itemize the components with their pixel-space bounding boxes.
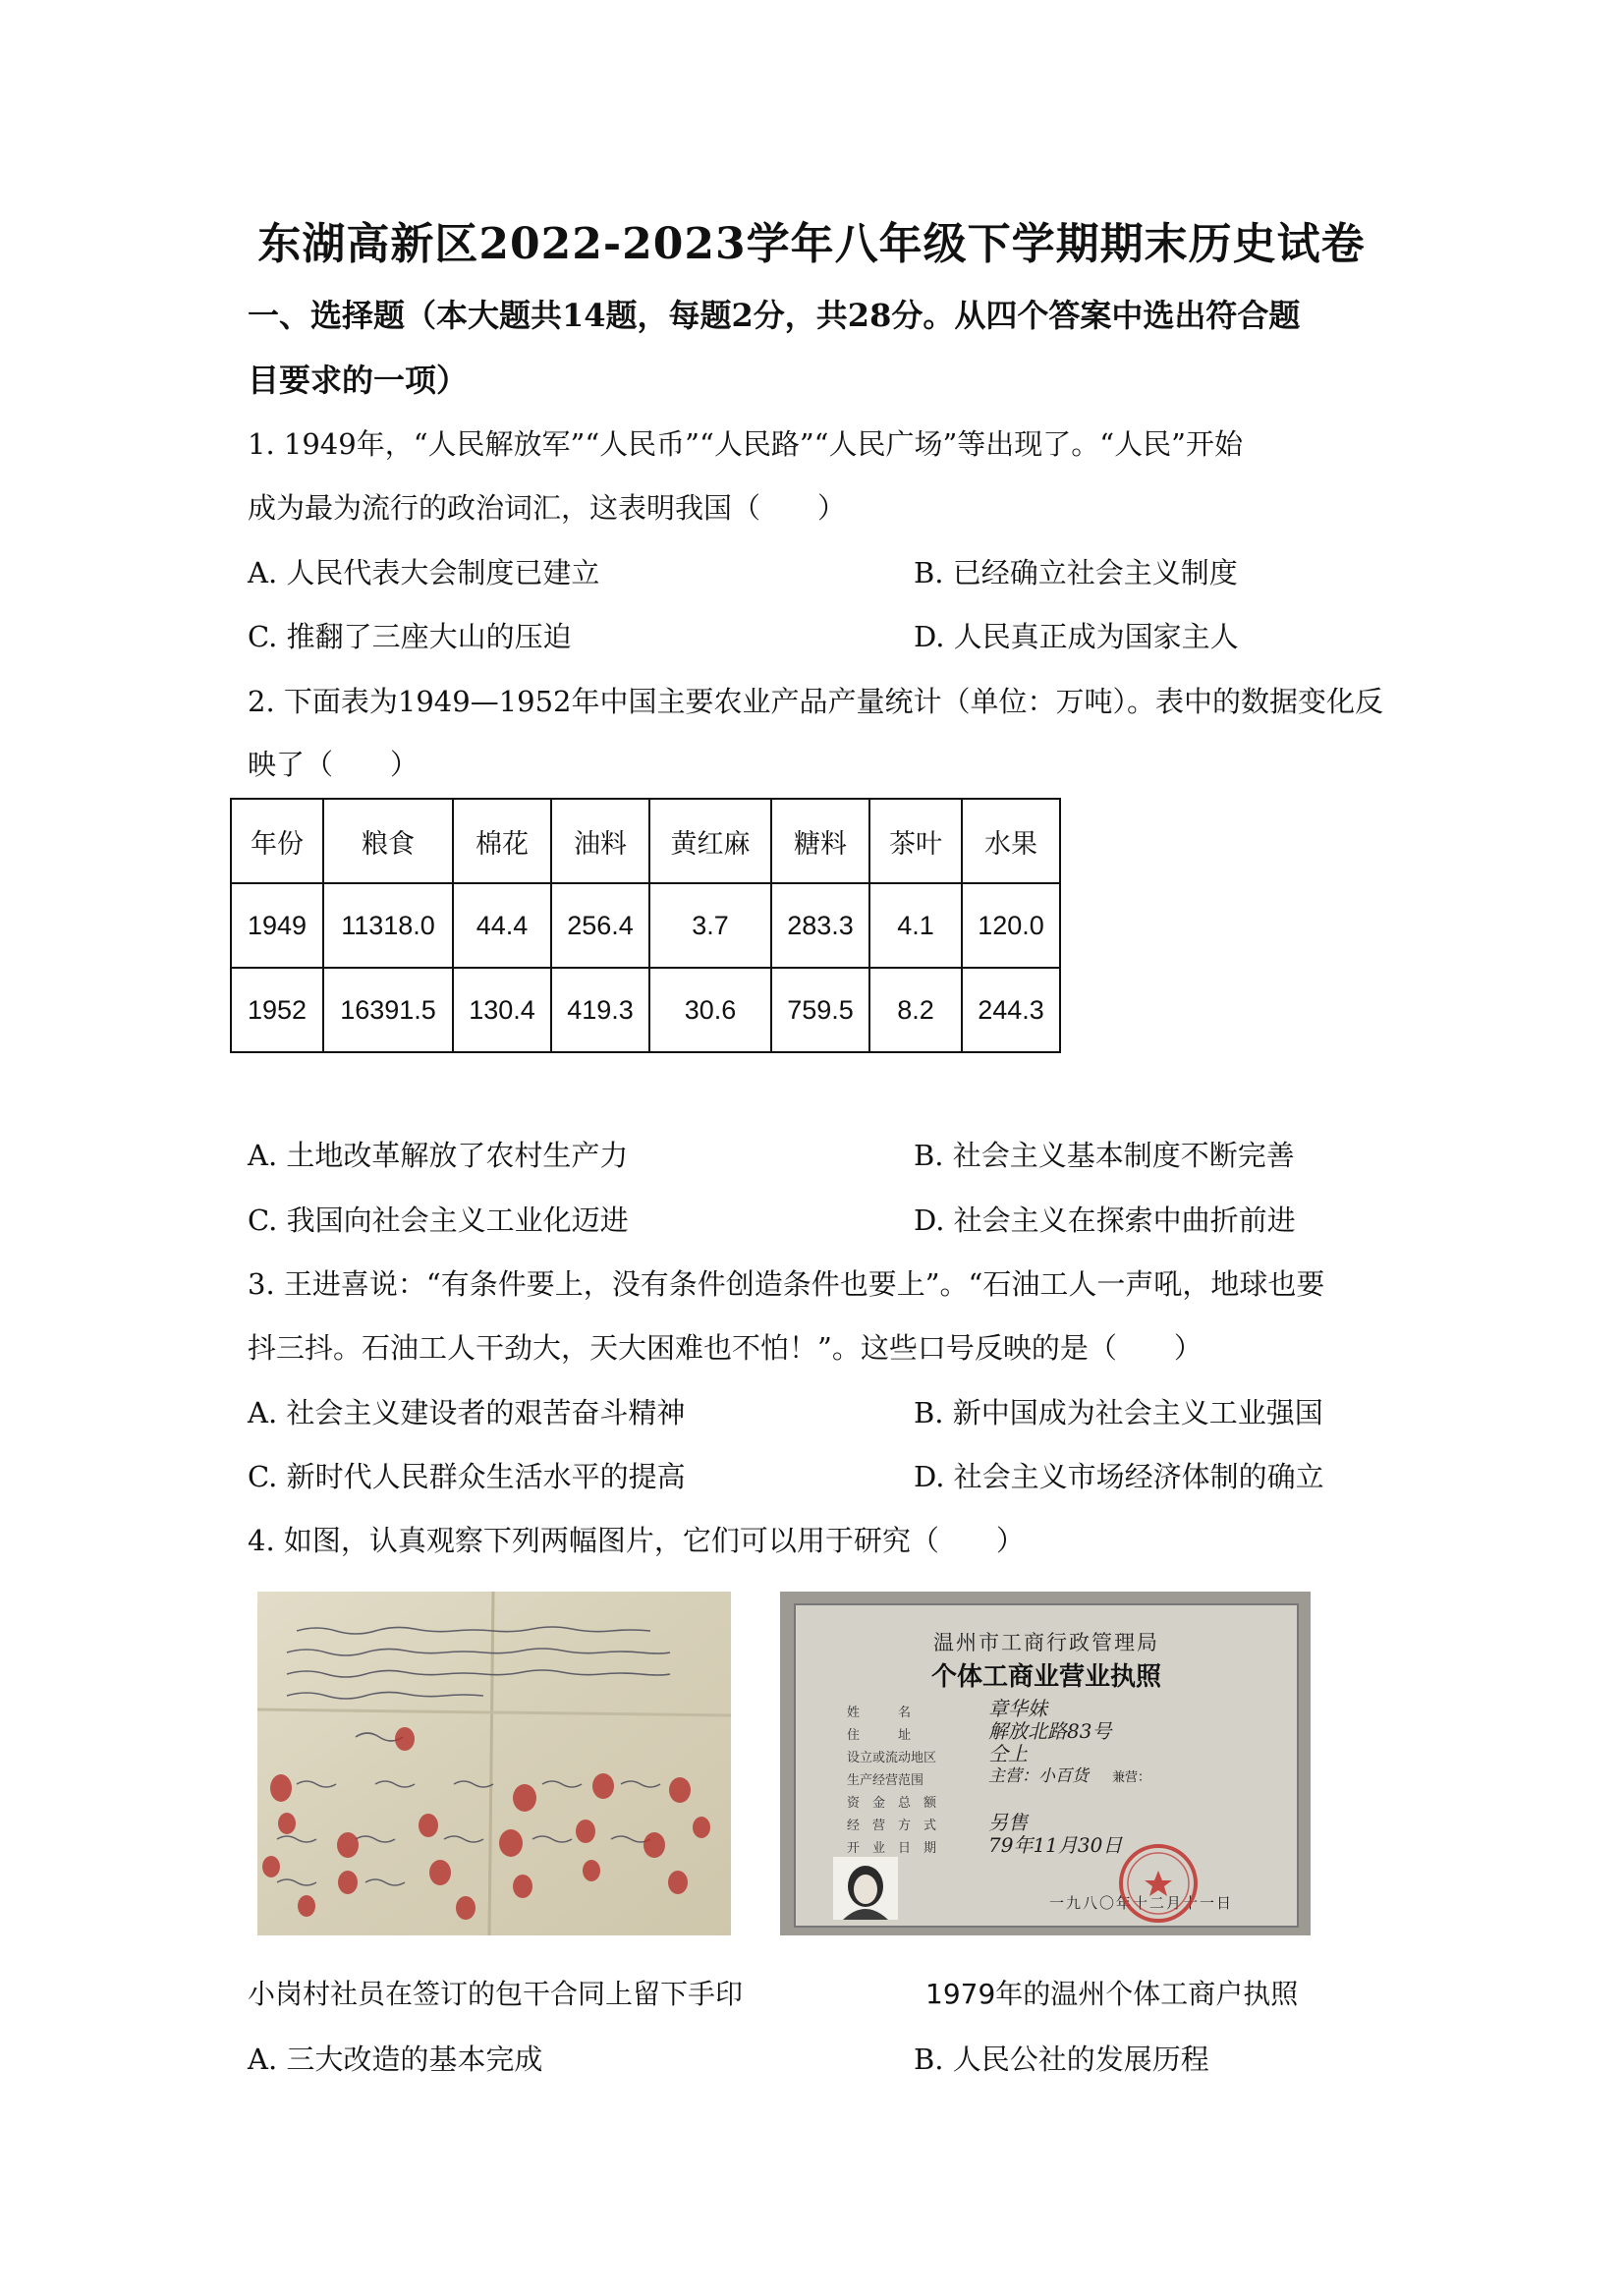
license-label: 生产经营范围 <box>847 1773 924 1788</box>
q1-option-c: C. 推翻了三座大山的压迫 <box>248 620 572 653</box>
q2-option-a: A. 土地改革解放了农村生产力 <box>248 1139 629 1172</box>
q4-option-a: A. 三大改造的基本完成 <box>248 2043 543 2076</box>
q3-option-b: B. 新中国成为社会主义工业强国 <box>914 1396 1323 1429</box>
caption-contract: 小岗村社员在签订的包干合同上留下手印 <box>248 1978 744 2010</box>
section-heading-line1: 一、选择题（本大题共14题，每题2分，共28分。从四个答案中选出符合题 <box>248 297 1301 334</box>
section-heading-line2: 目要求的一项） <box>248 362 469 399</box>
q2-stem-line2: 映了（ ） <box>248 748 420 781</box>
license-value-name: 章华妹 <box>988 1697 1047 1720</box>
table-cell: 283.3 <box>771 883 869 968</box>
license-card <box>794 1603 1299 1928</box>
license-label: 开 业 日 期 <box>847 1841 937 1856</box>
table-cell: 130.4 <box>453 968 551 1052</box>
table-header-cell: 糖料 <box>771 799 869 883</box>
q2-option-b: B. 社会主义基本制度不断完善 <box>914 1139 1295 1172</box>
table-row <box>231 968 1060 1052</box>
contract-photo <box>257 1592 731 1935</box>
table-cell: 759.5 <box>771 968 869 1052</box>
license-value-date: 79年11月30日 <box>988 1833 1123 1857</box>
license-value-mode: 另售 <box>988 1811 1028 1834</box>
table-header-cell: 水果 <box>962 799 1060 883</box>
license-label: 住 址 <box>847 1728 912 1743</box>
license-label: 资 金 总 额 <box>847 1796 937 1811</box>
table-header-cell: 粮食 <box>323 799 453 883</box>
q4-option-b: B. 人民公社的发展历程 <box>914 2043 1209 2076</box>
caption-license: 1979年的温州个体工商户执照 <box>925 1978 1299 2010</box>
table-cell: 3.7 <box>649 883 771 968</box>
table-cell: 30.6 <box>649 968 771 1052</box>
license-values <box>988 1698 1150 1857</box>
table-header-cell: 油料 <box>551 799 649 883</box>
q2-stem-line1: 2. 下面表为1949—1952年中国主要农业产品产量统计（单位：万吨）。表中的数据变化反 <box>248 685 1383 718</box>
business-license-photo <box>780 1592 1311 1935</box>
table-row <box>231 883 1060 968</box>
table-cell: 419.3 <box>551 968 649 1052</box>
license-title: 个体工商业营业执照 <box>930 1662 1161 1692</box>
license-labels <box>847 1702 936 1860</box>
license-value-address: 解放北路83号 <box>988 1719 1112 1743</box>
table-cell: 256.4 <box>551 883 649 968</box>
license-value-area: 仝上 <box>988 1742 1028 1765</box>
license-issue-date: 一九八〇年十二月十一日 <box>1049 1894 1234 1912</box>
table-cell: 11318.0 <box>323 883 453 968</box>
q3-option-c: C. 新时代人民群众生活水平的提高 <box>248 1460 686 1493</box>
table-header-row <box>231 799 1060 883</box>
license-label: 经 营 方 式 <box>847 1819 937 1833</box>
q2-option-c: C. 我国向社会主义工业化迈进 <box>248 1204 629 1237</box>
license-portrait-image <box>833 1857 898 1920</box>
q3-option-a: A. 社会主义建设者的艰苦奋斗精神 <box>248 1396 686 1429</box>
table-header-cell: 年份 <box>231 799 323 883</box>
q1-stem-line2: 成为最为流行的政治词汇，这表明我国（ ） <box>248 491 847 525</box>
license-value-scope: 主营：小百货 兼营： <box>988 1766 1151 1786</box>
table-cell: 1952 <box>231 968 323 1052</box>
table-cell: 16391.5 <box>323 968 453 1052</box>
table-cell: 4.1 <box>869 883 962 968</box>
q3-option-d: D. 社会主义市场经济体制的确立 <box>914 1460 1324 1493</box>
table-header-cell: 黄红麻 <box>649 799 771 883</box>
table-cell: 120.0 <box>962 883 1060 968</box>
q1-option-b: B. 已经确立社会主义制度 <box>914 556 1238 589</box>
table-cell: 1949 <box>231 883 323 968</box>
table-cell: 244.3 <box>962 968 1060 1052</box>
table-cell: 8.2 <box>869 968 962 1052</box>
red-seal-stamp <box>1116 1841 1201 1926</box>
table-cell: 44.4 <box>453 883 551 968</box>
table-header-cell: 棉花 <box>453 799 551 883</box>
q2-option-d: D. 社会主义在探索中曲折前进 <box>914 1204 1296 1237</box>
table-header-cell: 茶叶 <box>869 799 962 883</box>
contract-fingerprints-image <box>257 1592 731 1935</box>
q1-stem-line1: 1. 1949年，“人民解放军”“人民币”“人民路”“人民广场”等出现了。“人民”开始 <box>248 427 1243 461</box>
q1-option-a: A. 人民代表大会制度已建立 <box>248 556 600 589</box>
q3-stem-line1: 3. 王进喜说：“有条件要上，没有条件创造条件也要上”。“石油工人一声吼，地球也要 <box>248 1267 1325 1301</box>
q4-stem: 4. 如图，认真观察下列两幅图片，它们可以用于研究（ ） <box>248 1524 1025 1557</box>
production-table <box>230 798 1061 1053</box>
license-bureau: 温州市工商行政管理局 <box>933 1631 1159 1654</box>
license-label: 姓 名 <box>847 1706 912 1720</box>
license-label: 设立或流动地区 <box>847 1751 937 1765</box>
q3-stem-line2: 抖三抖。石油工人干劲大，天大困难也不怕！”。这些口号反映的是（ ） <box>248 1331 1203 1365</box>
q1-option-d: D. 人民真正成为国家主人 <box>914 620 1239 653</box>
exam-title: 东湖高新区2022-2023学年八年级下学期期末历史试卷 <box>257 219 1366 269</box>
